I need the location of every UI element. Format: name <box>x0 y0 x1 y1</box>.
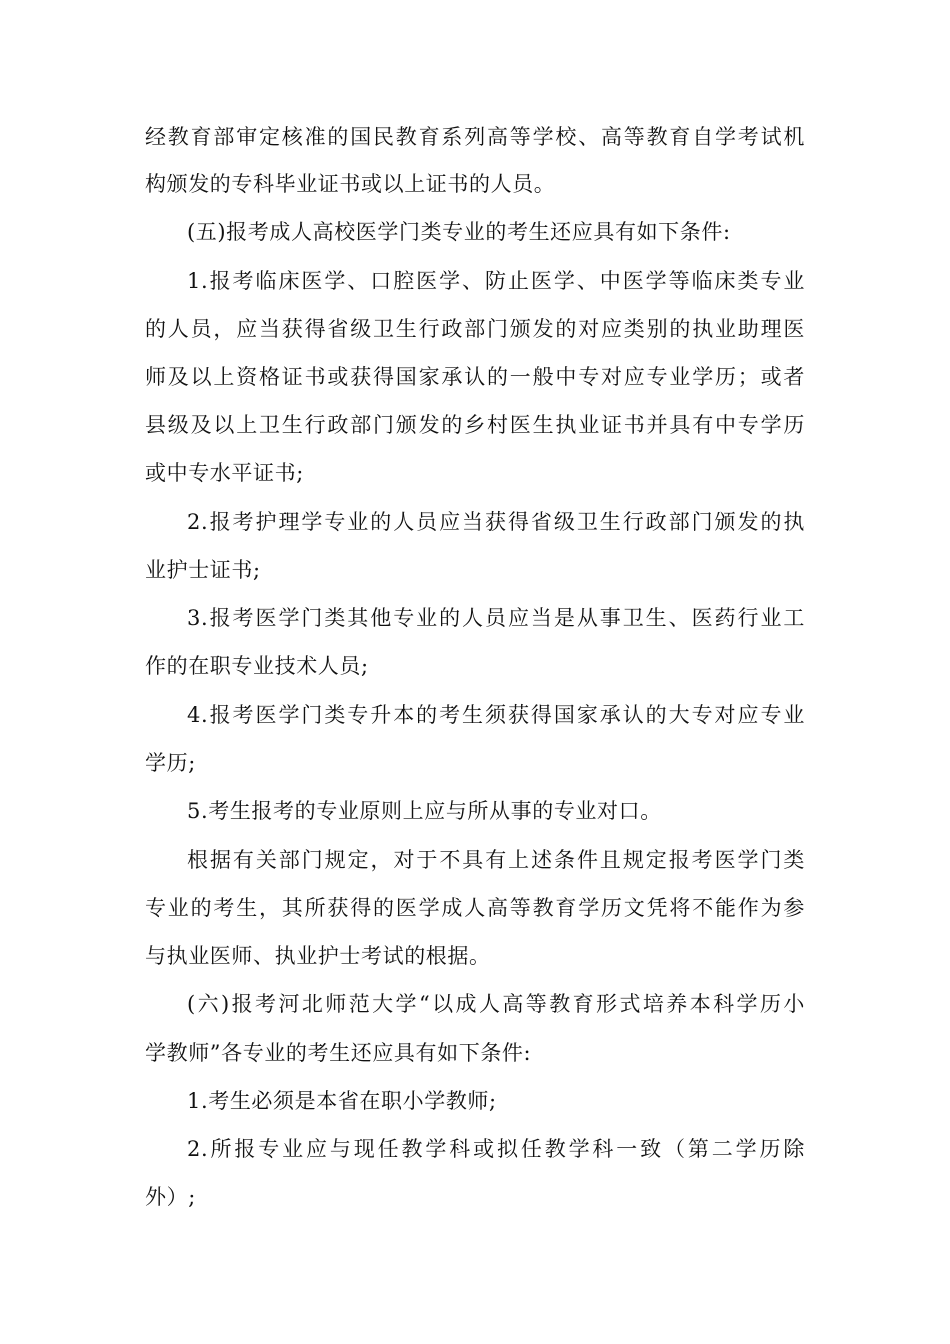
text-line: 3.报考医学门类其他专业的人员应当是从事卫生、医药行业工 <box>187 606 805 630</box>
text-line: (六)报考河北师范大学“以成人高等教育形式培养本科学历小 <box>187 992 805 1016</box>
text-line: 作的在职专业技术人员; <box>145 654 369 678</box>
text-line: 外）; <box>145 1185 196 1209</box>
text-line: 4.报考医学门类专升本的考生须获得国家承认的大专对应专业 <box>187 703 805 727</box>
text-line: 的人员，应当获得省级卫生行政部门颁发的对应类别的执业助理医 <box>145 317 805 341</box>
text-line: 1.考生必须是本省在职小学教师; <box>187 1089 497 1113</box>
text-line: 经教育部审定核准的国民教育系列高等学校、高等教育自学考试机 <box>145 125 805 149</box>
text-line: 与执业医师、执业护士考试的根据。 <box>145 944 491 968</box>
text-line: 业护士证书; <box>145 558 261 582</box>
text-line: 专业的考生，其所获得的医学成人高等教育学历文凭将不能作为参 <box>145 896 805 920</box>
text-line: 2.报考护理学专业的人员应当获得省级卫生行政部门颁发的执 <box>187 510 805 534</box>
text-line: 5.考生报考的专业原则上应与所从事的专业对口。 <box>187 799 662 823</box>
text-line: 学历; <box>145 751 196 775</box>
text-line: 师及以上资格证书或获得国家承认的一般中专对应专业学历；或者 <box>145 365 805 389</box>
text-line: (五)报考成人高校医学门类专业的考生还应具有如下条件: <box>187 220 731 244</box>
text-line: 构颁发的专科毕业证书或以上证书的人员。 <box>145 172 556 196</box>
text-line: 1.报考临床医学、口腔医学、防止医学、中医学等临床类专业 <box>187 269 805 293</box>
text-line: 学教师”各专业的考生还应具有如下条件: <box>145 1041 532 1065</box>
text-line: 2.所报专业应与现任教学科或拟任教学科一致（第二学历除 <box>187 1137 805 1161</box>
text-line: 县级及以上卫生行政部门颁发的乡村医生执业证书并具有中专学历 <box>145 413 805 437</box>
text-line: 根据有关部门规定，对于不具有上述条件且规定报考医学门类 <box>187 848 805 872</box>
text-line: 或中专水平证书; <box>145 461 304 485</box>
